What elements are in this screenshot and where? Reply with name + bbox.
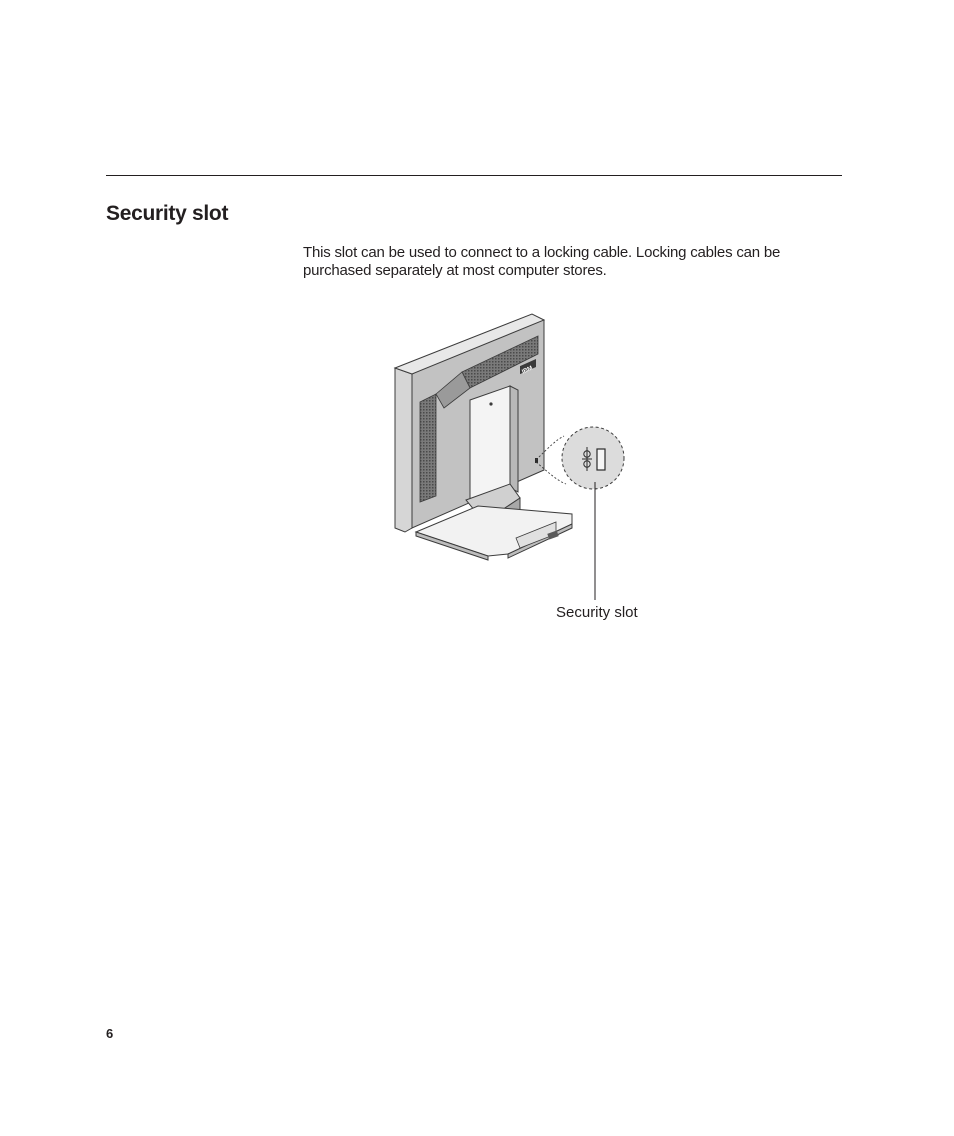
- body-paragraph-line-1: This slot can be used to connect to a locking cable. Locking cables can be: [303, 244, 781, 261]
- logo: IBM: [521, 365, 534, 376]
- page-number: 6: [106, 1026, 114, 1041]
- body-paragraph: [303, 244, 823, 280]
- page-title: Security slot: [106, 202, 229, 225]
- section-divider: [106, 175, 842, 176]
- security-slot-callout: Security slot: [556, 604, 638, 621]
- monitor-figure: [390, 310, 640, 605]
- body-paragraph-line-2: purchased separately at most computer stores.: [303, 262, 607, 279]
- monitor-illustration: [390, 310, 640, 605]
